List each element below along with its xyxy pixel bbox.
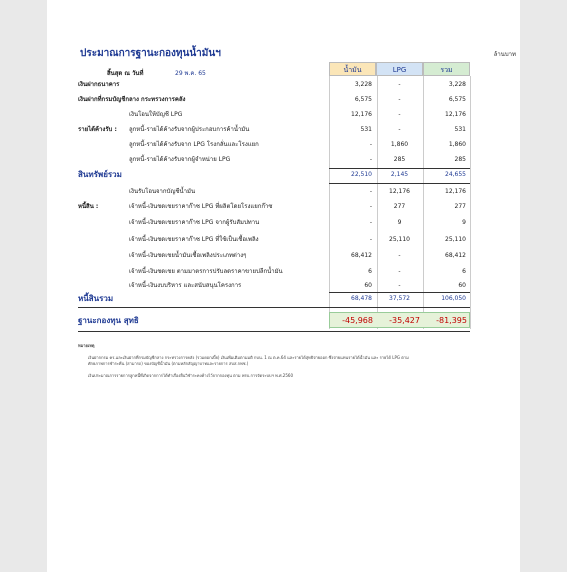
row-label: เจ้าหนี้-เงินชดเชยราคาก๊าซ LPG ที่ใช้เป็นเชื้อเพลิง — [129, 236, 259, 243]
cell-oil: 60 — [364, 282, 372, 289]
row-label: เงินฝากธนาคาร — [78, 81, 120, 88]
cell-total: -81,395 — [436, 316, 467, 325]
cell-oil: 22,510 — [351, 171, 372, 178]
cell-total: 60 — [458, 282, 466, 289]
cell-oil: - — [369, 203, 372, 210]
table-row — [47, 78, 520, 92]
cell-oil: - — [369, 141, 372, 148]
cell-total: 6 — [462, 268, 466, 275]
cell-total: 1,860 — [448, 141, 466, 148]
row-label: เจ้าหนี้-เงินชดเชย ตามมาตรการปรับลดราคาขายปลีกน้ำมัน — [129, 268, 283, 275]
table-row — [47, 265, 520, 279]
liabilities-total-label: หนี้สินรวม — [78, 294, 114, 303]
row-label: เจ้าหนี้-เงินชดเชยราคาก๊าซ LPG ที่ผลิตโดยโรงแยกก๊าซ — [129, 203, 273, 210]
cell-total: 24,655 — [445, 171, 466, 178]
row-label: ลูกหนี้-รายได้ค้างรับจากผู้ประกอบการค้าน้ำมัน — [129, 126, 250, 133]
table-row — [47, 185, 520, 199]
cell-total: 277 — [454, 203, 466, 210]
cell-lpg: 9 — [397, 219, 402, 226]
column-header-lpg: LPG — [376, 62, 423, 76]
cell-lpg: 2,145 — [390, 171, 409, 178]
notes-section — [78, 343, 498, 379]
cell-oil: 6,575 — [354, 96, 372, 103]
cell-lpg: 12,176 — [389, 188, 410, 195]
cell-oil: 3,228 — [354, 81, 372, 88]
cell-total: 531 — [454, 126, 466, 133]
cell-lpg: - — [398, 268, 401, 275]
table-row — [47, 216, 520, 230]
divider — [78, 307, 470, 308]
cell-total: 285 — [454, 156, 466, 163]
row-label: เจ้าหนี้-เงินชดเชยราคาก๊าซ LPG จากผู้รับสัมปทาน — [129, 219, 260, 226]
cell-lpg: 37,572 — [389, 295, 410, 302]
column-header-total: รวม — [423, 62, 470, 76]
cell-oil: 531 — [360, 126, 372, 133]
cell-lpg: - — [398, 96, 401, 103]
cell-total: 12,176 — [445, 188, 466, 195]
date-label: สิ้นสุด ณ วันที่ — [107, 70, 144, 77]
row-label: เงินรับโอนจากบัญชีน้ำมัน — [129, 188, 196, 195]
net-position-label: ฐานะกองทุน สุทธิ — [78, 316, 139, 325]
unit-label: ล้านบาท — [493, 51, 516, 58]
cell-lpg: -35,427 — [389, 316, 420, 325]
row-label: เงินโอนให้บัญชี LPG — [129, 111, 183, 118]
cell-lpg: 277 — [393, 203, 406, 210]
cell-total: 68,412 — [445, 252, 466, 259]
assets-total-label: สินทรัพย์รวม — [78, 170, 122, 179]
row-label: ลูกหนี้-รายได้ค้างรับจากผู้จำหน่าย LPG — [129, 156, 231, 163]
document-page — [47, 0, 520, 572]
row-label: ลูกหนี้-รายได้ค้างรับจาก LPG โรงกลั่นและโรงแยก — [129, 141, 259, 148]
table-row — [47, 233, 520, 247]
cell-lpg: - — [398, 81, 401, 88]
cell-lpg: - — [398, 252, 401, 259]
cell-total: 9 — [462, 219, 466, 226]
row-label: เจ้าหนี้-เงินงบบริหาร และสนับสนุนโครงการ — [129, 282, 242, 289]
cell-lpg: - — [398, 126, 401, 133]
row-label: เงินฝากที่กรมบัญชีกลาง กระทรวงการคลัง — [78, 96, 186, 103]
divider — [78, 331, 470, 332]
table-row — [47, 279, 520, 293]
cell-oil: 6 — [368, 268, 372, 275]
page-title: ประมาณการฐานะกองทุนน้ำมันฯ — [80, 48, 221, 59]
cell-total: 6,575 — [448, 96, 466, 103]
column-header-oil: น้ำมัน — [329, 62, 376, 76]
table-row — [47, 93, 520, 107]
liabilities-total-row — [47, 292, 520, 306]
table-row — [47, 200, 520, 214]
assets-total-row — [47, 168, 520, 182]
note-line: ศักยภาพการชำระคืน (สามารถ) ของบัญชีน้ำมัน (ตามหลักสัญญาบาทและรายการ สบส.กพช.) — [88, 361, 249, 366]
notes-heading: หมายเหตุ — [78, 343, 95, 348]
cell-oil: -45,968 — [342, 316, 373, 325]
cell-lpg: 285 — [393, 156, 406, 163]
table-row — [47, 123, 520, 137]
cell-total: 3,228 — [448, 81, 466, 88]
net-position-row — [329, 312, 470, 328]
cell-oil: - — [369, 236, 372, 243]
cell-oil: - — [369, 188, 372, 195]
cell-oil: 68,412 — [351, 252, 372, 259]
note-line: เงินฝากกรม คร.และเงินฝากที่กรมบัญชีกลาง กระทรวงการคลัง (รวมดอกเบี้ย) เงินเพิ่มเติมตามมติ กบน. 1 ณ ต.ค.64 และรายได้สุทธิจ่ายออก ซึ่งจ่ายแทนรายได้น้ำมัน และ รายได้ LPG ตาม — [88, 355, 409, 360]
subtotal-divider — [329, 183, 470, 184]
cell-total: 12,176 — [445, 111, 466, 118]
cell-oil: 12,176 — [351, 111, 372, 118]
cell-lpg: - — [398, 282, 401, 289]
table-row — [47, 249, 520, 263]
cell-oil: 68,478 — [351, 295, 372, 302]
cell-total: 106,050 — [441, 295, 466, 302]
cell-lpg: 1,860 — [390, 141, 409, 148]
table-row — [47, 138, 520, 152]
table-row — [47, 108, 520, 122]
row-group-label: รายได้ค้างรับ : — [78, 126, 117, 133]
row-label: เจ้าหนี้-เงินชดเชยน้ำมันเชื้อเพลิงประเภทต่างๆ — [129, 252, 247, 259]
cell-lpg: 25,110 — [389, 236, 410, 243]
cell-lpg: - — [398, 111, 401, 118]
date-value: 29 พ.ค. 65 — [175, 70, 206, 77]
cell-oil: - — [369, 219, 372, 226]
table-row — [47, 153, 520, 167]
cell-oil: - — [369, 156, 372, 163]
row-group-label: หนี้สิน : — [78, 203, 99, 210]
cell-total: 25,110 — [445, 236, 466, 243]
note-line: เงินประมาณการรายการลูกหนี้ที่เกิดจากการได้ทำเรื่องยื่นวิชำระคงค้างไว้จากกองทุน ตาม พรบ.การจัดระบบฯ พ.ศ.2560 — [88, 373, 293, 378]
